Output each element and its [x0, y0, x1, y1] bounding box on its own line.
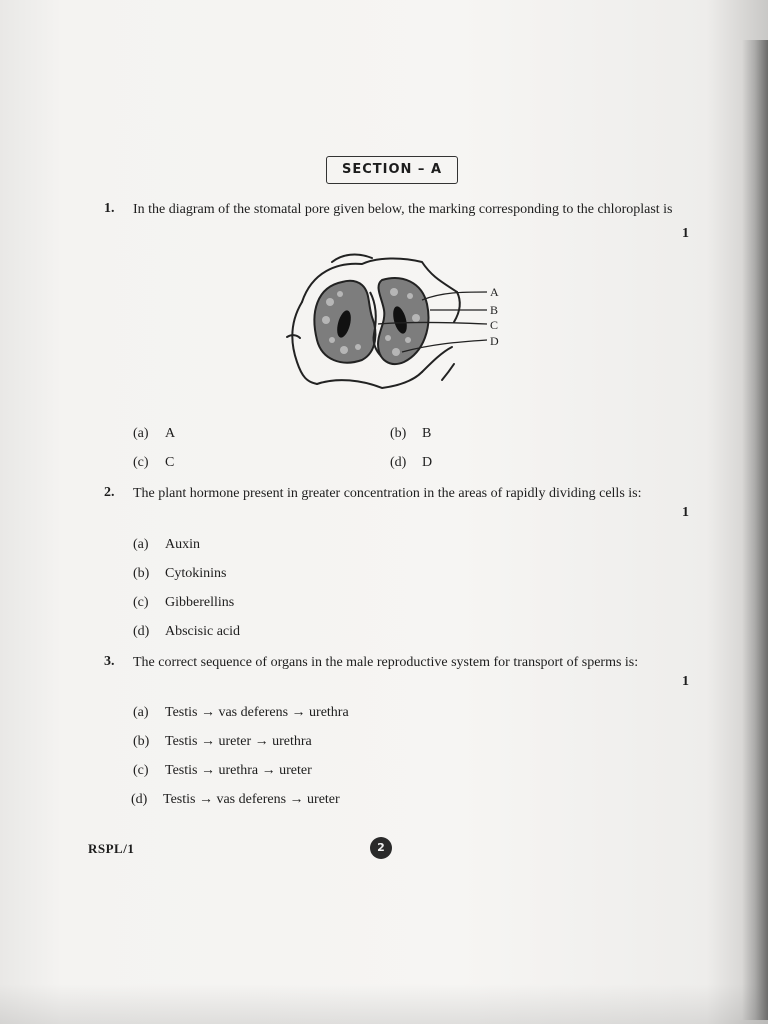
option-text: Cytokinins: [165, 566, 227, 581]
diagram-label-b: B: [490, 303, 499, 317]
option-text: Testis → vas deferens → ureter: [163, 792, 340, 807]
question-2-option-a[interactable]: [133, 537, 200, 553]
section-heading: SECTION – A: [326, 156, 458, 184]
question-3-number: 3.: [104, 654, 115, 669]
option-text: A: [165, 426, 176, 441]
option-text: D: [422, 455, 433, 470]
option-text: Testis → vas deferens → urethra: [165, 705, 349, 720]
option-text: B: [422, 426, 432, 441]
option-label: (c): [133, 455, 149, 470]
option-label: (b): [133, 566, 150, 581]
question-1-marks: 1: [682, 226, 689, 241]
option-text: Testis → urethra → ureter: [165, 763, 312, 778]
question-1-text: In the diagram of the stomatal pore given below, the marking corresponding to the chloroplast is: [133, 202, 673, 217]
option-text: Testis → ureter → urethra: [165, 734, 312, 749]
question-1-number: 1.: [104, 201, 115, 216]
stomata-diagram: [282, 252, 512, 392]
option-label: (d): [131, 792, 148, 807]
option-label: (b): [133, 734, 150, 749]
question-3-option-a[interactable]: [133, 705, 349, 721]
question-3-option-d[interactable]: [131, 792, 340, 808]
option-label: (a): [133, 705, 149, 720]
page-number-badge: 2: [370, 837, 392, 859]
question-2-option-c[interactable]: [133, 595, 234, 611]
question-2-number: 2.: [104, 485, 115, 500]
diagram-label-c: C: [490, 318, 499, 332]
option-label: (d): [390, 455, 407, 470]
option-text: Gibberellins: [165, 595, 235, 610]
option-label: (a): [133, 537, 149, 552]
question-1-option-a[interactable]: [133, 426, 175, 442]
paper-code: RSPL/1: [88, 841, 135, 856]
question-1-option-b[interactable]: [390, 426, 431, 442]
option-label: (c): [133, 595, 149, 610]
question-1-option-c[interactable]: [133, 455, 174, 471]
question-3-option-c[interactable]: [133, 763, 312, 779]
question-3-option-b[interactable]: [133, 734, 312, 750]
question-2-marks: 1: [682, 505, 689, 520]
option-label: (c): [133, 763, 149, 778]
page-bottom-shadow: [0, 984, 768, 1024]
question-2-option-b[interactable]: [133, 566, 226, 582]
option-text: C: [165, 455, 175, 470]
option-text: Auxin: [165, 537, 200, 552]
option-text: Abscisic acid: [165, 624, 241, 639]
option-label: (b): [390, 426, 407, 441]
option-label: (a): [133, 426, 149, 441]
page-edge-shadow: [742, 40, 768, 1020]
question-3-text: The correct sequence of organs in the male reproductive system for transport of sperms is:: [133, 655, 639, 670]
question-3-marks: 1: [682, 674, 689, 689]
diagram-label-d: D: [490, 334, 499, 348]
question-2-option-d[interactable]: [133, 624, 240, 640]
option-label: (d): [133, 624, 150, 639]
question-1-option-d[interactable]: [390, 455, 432, 471]
question-2-text: The plant hormone present in greater concentration in the areas of rapidly dividing cells is:: [133, 486, 642, 501]
diagram-label-a: A: [490, 285, 499, 299]
